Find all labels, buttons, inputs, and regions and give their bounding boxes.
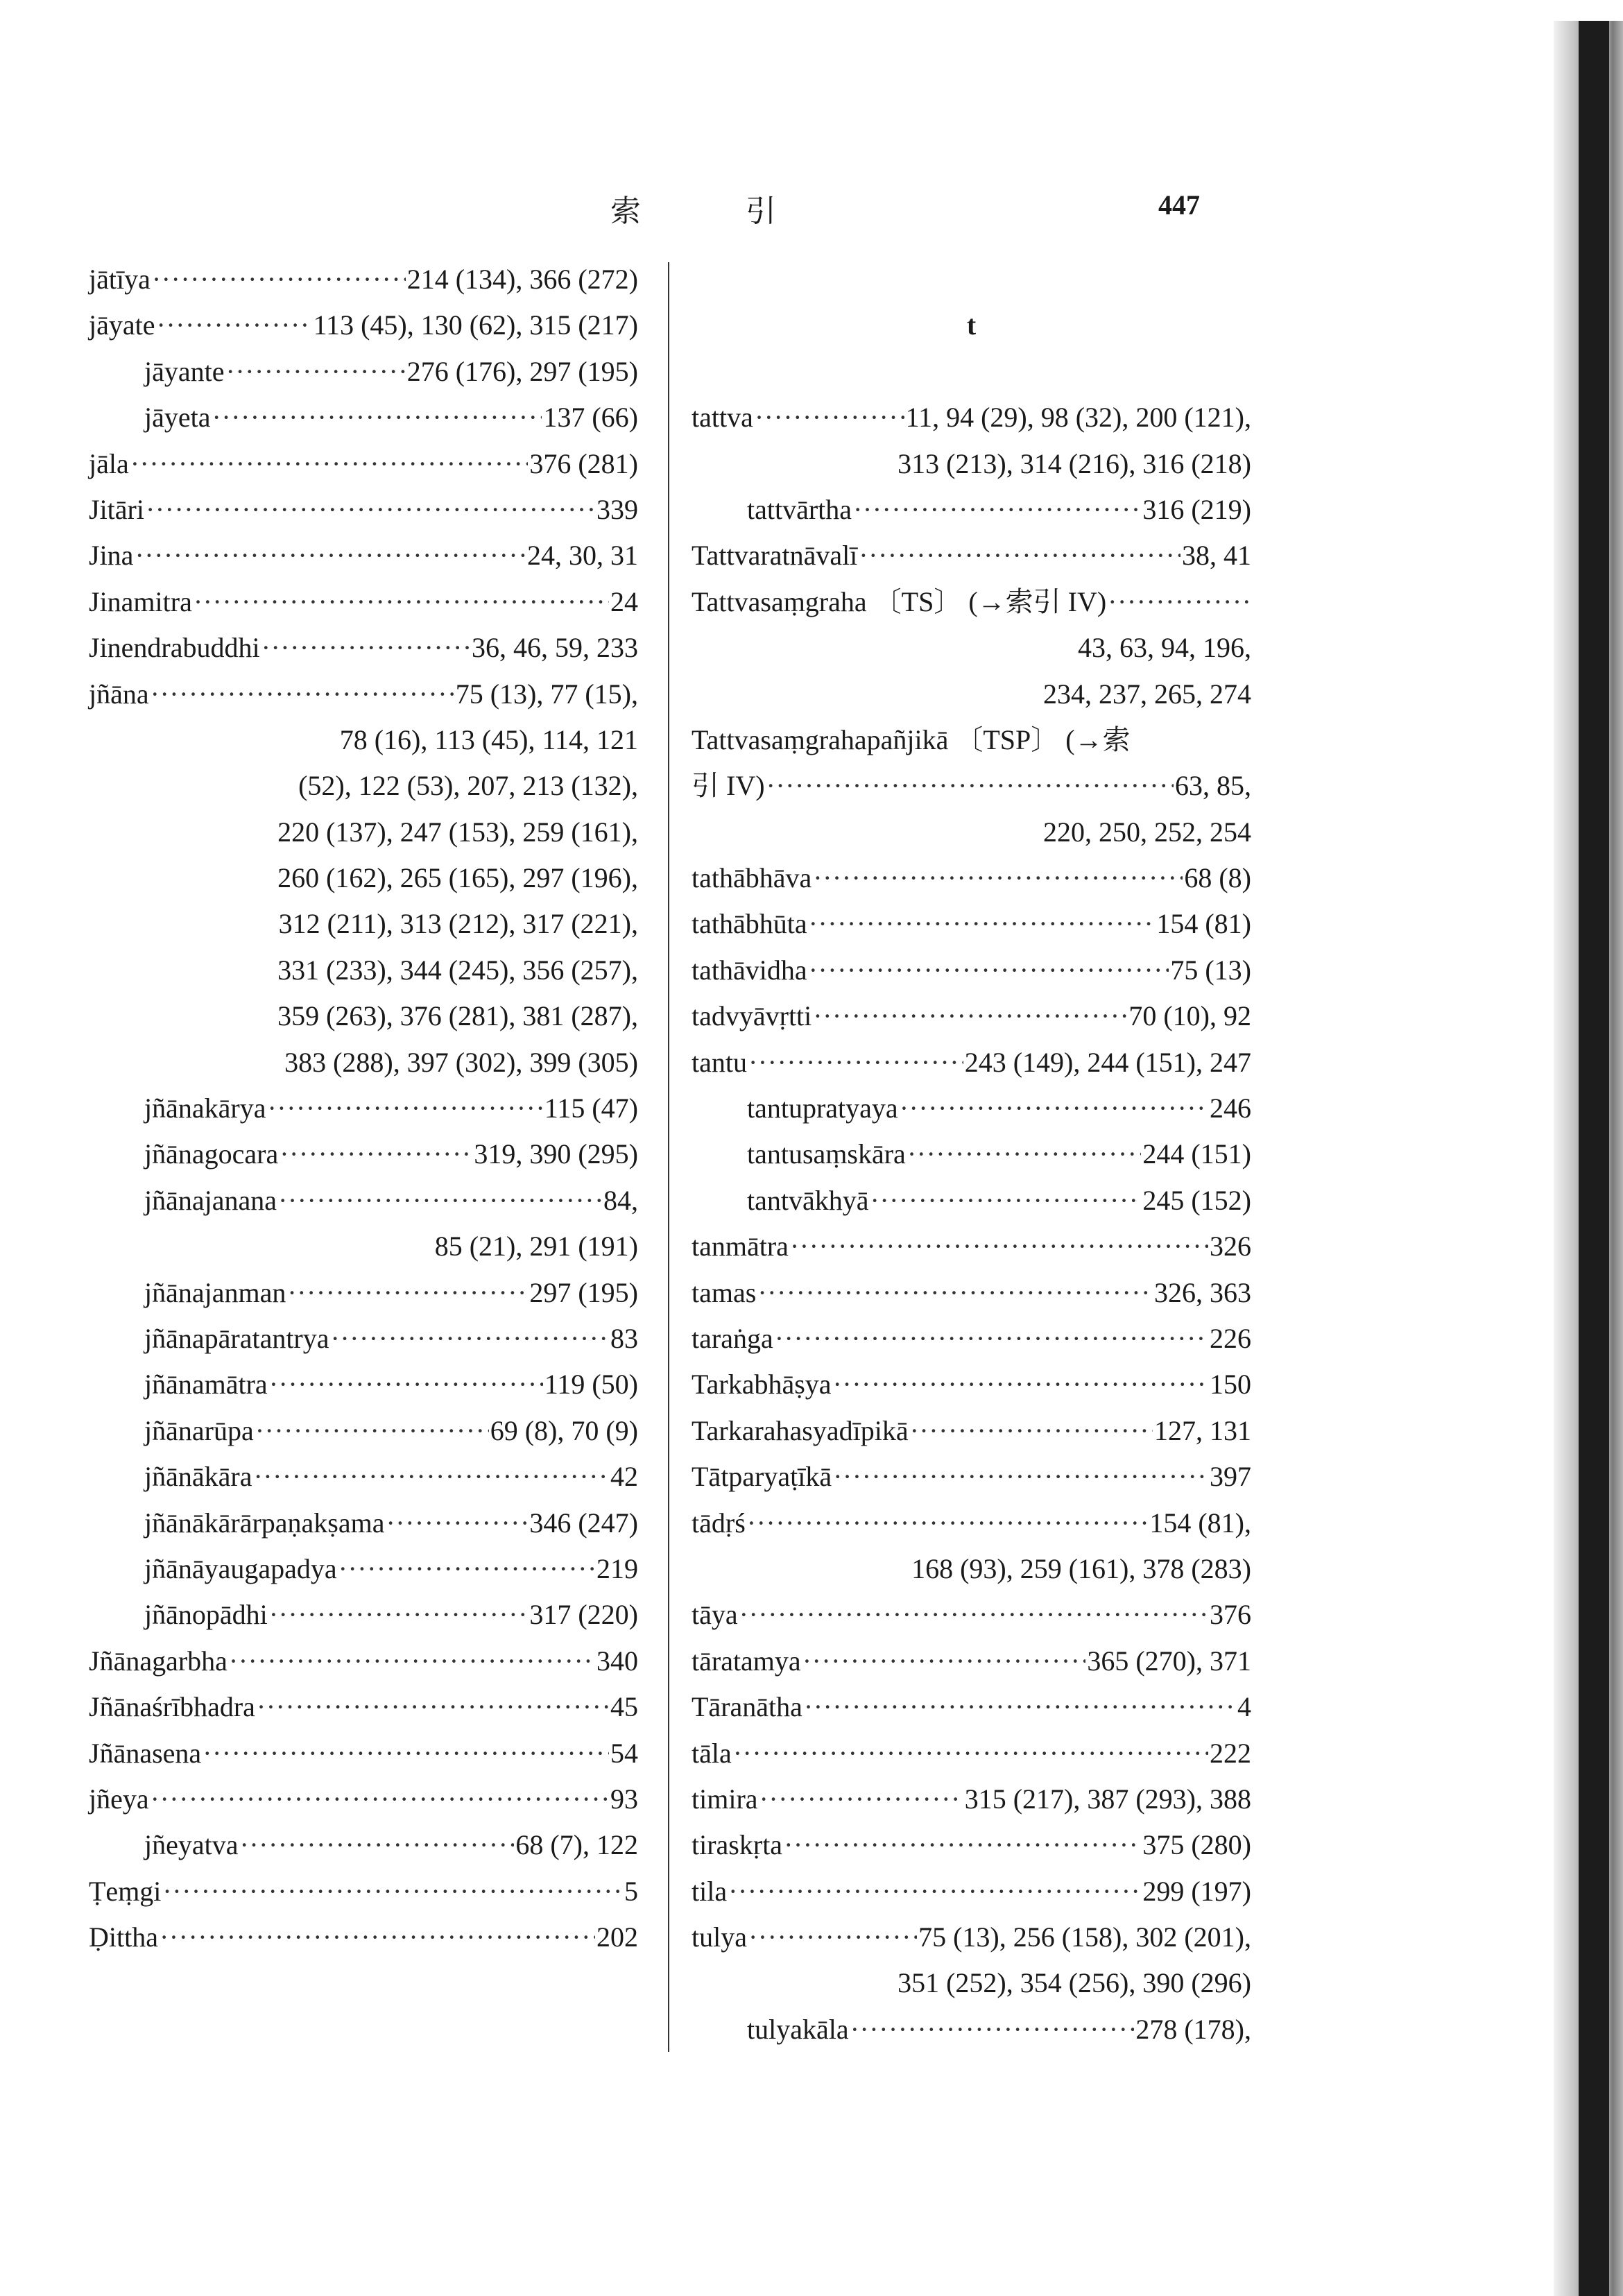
page-references: 45 — [610, 1691, 638, 1723]
index-entry — [89, 1684, 638, 1730]
dot-leader — [253, 1454, 609, 1500]
index-entry — [692, 1316, 1251, 1362]
index-entry — [692, 487, 1251, 533]
dot-leader — [850, 2007, 1135, 2053]
dot-leader — [766, 763, 1174, 809]
page-references: 63, 85, — [1175, 770, 1251, 802]
dot-leader — [267, 1086, 542, 1131]
index-term: tanmātra — [692, 1231, 789, 1262]
dot-leader — [194, 579, 609, 625]
page-references: 154 (81) — [1156, 908, 1251, 940]
dot-leader — [755, 395, 904, 440]
index-term: timira — [692, 1783, 758, 1815]
dot-leader — [280, 1131, 472, 1177]
page-references: 340 — [596, 1645, 638, 1677]
dot-leader — [255, 1408, 489, 1454]
index-entry — [89, 1178, 638, 1224]
page-references: 24, 30, 31 — [527, 540, 638, 572]
dot-leader — [802, 1638, 1086, 1684]
index-term: jāla — [89, 447, 129, 479]
index-entry — [692, 1500, 1251, 1546]
index-term: tāratamya — [692, 1645, 801, 1677]
index-term: tattva — [692, 402, 753, 434]
page-references: 154 (81), — [1149, 1507, 1251, 1539]
index-term: Jitāri — [89, 493, 144, 525]
page-references: 376 — [1210, 1599, 1251, 1631]
index-term: tadvyāvṛtti — [692, 1000, 812, 1032]
blank-line — [692, 349, 1251, 395]
index-entry — [692, 1776, 1251, 1822]
dot-leader — [757, 1270, 1153, 1316]
index-term: jñānamātra — [144, 1369, 268, 1400]
index-term: tantupratyaya — [747, 1093, 898, 1124]
index-term: Jina — [89, 540, 134, 572]
index-continuation: 312 (211), 313 (212), 317 (221), — [278, 908, 638, 940]
dot-leader — [152, 257, 406, 302]
dot-leader — [240, 1822, 515, 1868]
index-continuation: 85 (21), 291 (191) — [434, 1231, 638, 1262]
index-term: jñānajanana — [144, 1184, 277, 1216]
index-entry — [89, 1592, 638, 1638]
index-term: jñeya — [89, 1783, 149, 1815]
page-references: 299 (197) — [1142, 1875, 1251, 1907]
page-references: 244 (151) — [1142, 1138, 1251, 1170]
index-entry — [89, 1086, 638, 1131]
index-entry — [89, 1546, 638, 1592]
index-entry — [692, 1638, 1251, 1684]
index-term: jñānākāra — [144, 1461, 252, 1493]
index-entry — [692, 948, 1251, 993]
index-term: Tāranātha — [692, 1691, 802, 1723]
dot-leader — [728, 1869, 1141, 1914]
index-term: tantusaṃskāra — [747, 1138, 906, 1170]
page-references: 69 (8), 70 (9) — [490, 1414, 638, 1446]
index-term: Tarkabhāṣya — [692, 1369, 832, 1400]
dot-leader — [804, 1684, 1236, 1730]
index-term: jñānopādhi — [144, 1599, 268, 1631]
index-entry — [89, 1776, 638, 1822]
column-divider — [668, 262, 669, 2052]
page-references: 68 (8) — [1184, 862, 1251, 894]
index-entry — [89, 1408, 638, 1454]
page-references: 127, 131 — [1154, 1414, 1251, 1446]
page-references: 243 (149), 244 (151), 247 — [964, 1046, 1251, 1078]
index-term: tulyakāla — [747, 2013, 849, 2045]
index-entry — [89, 625, 638, 671]
index-continuation: 383 (288), 397 (302), 399 (305) — [284, 1046, 638, 1078]
index-term: 引 IV) — [692, 770, 765, 802]
index-entry — [89, 487, 638, 533]
index-entry — [692, 579, 1251, 625]
index-entry — [89, 1362, 638, 1407]
index-term: tathābhūta — [692, 908, 807, 940]
dot-leader — [162, 1869, 623, 1914]
dot-leader — [278, 1178, 602, 1224]
index-term: jñeyatva — [144, 1829, 239, 1861]
index-entry — [692, 1408, 1251, 1454]
dot-leader — [809, 901, 1156, 947]
blank-line — [692, 257, 1251, 302]
page-references: 93 — [610, 1783, 638, 1815]
index-term: Tarkarahasyadīpikā — [692, 1414, 909, 1446]
index-term: tathāvidha — [692, 954, 807, 986]
dot-leader — [151, 1776, 609, 1822]
dot-leader — [784, 1822, 1141, 1868]
index-term: jāyeta — [144, 402, 211, 434]
page-references: 137 (66) — [543, 402, 638, 434]
dot-leader — [759, 1776, 963, 1822]
index-term: Tattvasaṃgraha 〔TS〕 (→索引 IV) — [692, 585, 1107, 617]
index-term: tulya — [692, 1921, 747, 1953]
dot-leader — [900, 1086, 1208, 1131]
index-entry — [692, 1131, 1251, 1177]
index-entry — [692, 533, 1251, 579]
dot-leader — [257, 1684, 609, 1730]
index-term-line: Tattvasaṃgrahapañjikā 〔TSP〕 (→索 — [692, 723, 1131, 755]
index-term: tāla — [692, 1737, 732, 1769]
page-references: 5 — [624, 1875, 638, 1907]
index-term: tattvārtha — [747, 493, 852, 525]
dot-leader — [747, 1500, 1149, 1546]
index-term: Jñānagarbha — [89, 1645, 227, 1677]
index-term: Tātparyaṭīkā — [692, 1461, 832, 1493]
index-continuation: 331 (233), 344 (245), 356 (257), — [277, 954, 638, 986]
page-references: 75 (13), 256 (158), 302 (201), — [918, 1921, 1251, 1953]
page-title: 索 引 — [610, 194, 825, 228]
page-references: 68 (7), 122 — [515, 1829, 638, 1861]
index-entry — [692, 1362, 1251, 1407]
page-references: 115 (47) — [544, 1093, 638, 1124]
page-references: 24 — [610, 585, 638, 617]
index-entry — [692, 1086, 1251, 1131]
index-continuation: 234, 237, 265, 274 — [1043, 678, 1251, 710]
dot-leader — [1108, 579, 1250, 625]
page-references: 376 (281) — [529, 447, 638, 479]
dot-leader — [331, 1316, 609, 1362]
page-references: 38, 41 — [1182, 540, 1251, 572]
index-entry — [89, 1822, 638, 1868]
index-term: taraṅga — [692, 1322, 773, 1354]
page-references: 278 (178), — [1135, 2013, 1251, 2045]
dot-leader — [226, 349, 406, 395]
index-continuation: (52), 122 (53), 207, 213 (132), — [298, 770, 638, 802]
index-continuation: 220, 250, 252, 254 — [1043, 816, 1251, 848]
page-references: 83 — [610, 1322, 638, 1354]
index-entry — [89, 1638, 638, 1684]
index-term: tiraskṛta — [692, 1829, 783, 1861]
index-term: jñāna — [89, 678, 149, 710]
page-references: 84, — [603, 1184, 638, 1216]
index-entry — [692, 1178, 1251, 1224]
dot-leader — [203, 1731, 609, 1776]
page-references: 339 — [596, 493, 638, 525]
index-entry — [692, 2007, 1251, 2053]
page-references: 245 (152) — [1142, 1184, 1251, 1216]
index-term: tamas — [692, 1276, 757, 1308]
section-letter: t — [966, 309, 977, 341]
page-references: 319, 390 (295) — [474, 1138, 638, 1170]
index-entry — [89, 671, 638, 717]
index-entry — [692, 1869, 1251, 1914]
dot-leader — [813, 855, 1183, 901]
index-entry — [89, 1500, 638, 1546]
index-entry — [692, 763, 1251, 809]
index-entry — [692, 1684, 1251, 1730]
page-references: 276 (176), 297 (195) — [406, 355, 638, 387]
dot-leader — [775, 1316, 1208, 1362]
page-references: 119 (50) — [544, 1369, 638, 1400]
index-entry — [692, 1822, 1251, 1868]
page-header — [0, 186, 1623, 234]
page-references: 36, 46, 59, 233 — [472, 632, 638, 664]
dot-leader — [130, 441, 529, 487]
index-entry — [692, 1270, 1251, 1316]
dot-leader — [229, 1638, 595, 1684]
index-entry — [89, 441, 638, 487]
index-entry — [89, 1869, 638, 1914]
page-references: 397 — [1210, 1461, 1251, 1493]
scan-edge-dark-band — [1579, 21, 1609, 2296]
page-references: 75 (13), 77 (15), — [455, 678, 638, 710]
page-references: 202 — [596, 1921, 638, 1953]
index-entry — [692, 395, 1251, 440]
index-term: Ḍittha — [89, 1921, 158, 1953]
index-continuation: 351 (252), 354 (256), 390 (296) — [898, 1967, 1251, 1999]
index-entry — [89, 579, 638, 625]
dot-leader — [833, 1362, 1208, 1407]
dot-leader — [269, 1592, 529, 1638]
index-entry — [89, 1454, 638, 1500]
index-term: jñānagocara — [144, 1138, 279, 1170]
dot-leader — [386, 1500, 528, 1546]
page-references: 365 (270), 371 — [1087, 1645, 1251, 1677]
index-term: Jñānasena — [89, 1737, 202, 1769]
page-references: 316 (219) — [1142, 493, 1251, 525]
index-continuation: 43, 63, 94, 196, — [1078, 632, 1251, 664]
dot-leader — [809, 948, 1169, 993]
dot-leader — [287, 1270, 528, 1316]
dot-leader — [870, 1178, 1142, 1224]
index-entry — [89, 1270, 638, 1316]
index-column-right — [692, 257, 1251, 2053]
index-term: jātīya — [89, 264, 151, 295]
index-term: tantu — [692, 1046, 747, 1078]
page-references: 11, 94 (29), 98 (32), 200 (121), — [905, 402, 1251, 434]
dot-leader — [212, 395, 542, 440]
index-term: tāya — [692, 1599, 738, 1631]
index-term: Jñānaśrībhadra — [89, 1691, 255, 1723]
index-entry — [692, 1592, 1251, 1638]
index-entry — [89, 1731, 638, 1776]
index-term: jāyate — [89, 309, 155, 341]
index-term: tila — [692, 1875, 728, 1907]
dot-leader — [160, 1914, 595, 1960]
index-entry — [692, 1454, 1251, 1500]
page-references: 315 (217), 387 (293), 388 — [964, 1783, 1251, 1815]
page-references: 326, 363 — [1154, 1276, 1251, 1308]
page-references: 75 (13) — [1170, 954, 1251, 986]
dot-leader — [907, 1131, 1142, 1177]
index-entry — [692, 855, 1251, 901]
page-references: 297 (195) — [529, 1276, 638, 1308]
dot-leader — [146, 487, 595, 533]
index-entry — [692, 901, 1251, 947]
page-references: 246 — [1210, 1093, 1251, 1124]
index-entry — [89, 1914, 638, 1960]
dot-leader — [733, 1731, 1208, 1776]
index-term: Jinendrabuddhi — [89, 632, 260, 664]
index-entry — [89, 349, 638, 395]
page-references: 226 — [1210, 1322, 1251, 1354]
dot-leader — [859, 533, 1180, 579]
page-references: 222 — [1210, 1737, 1251, 1769]
page-references: 113 (45), 130 (62), 315 (217) — [313, 309, 638, 341]
page-references: 42 — [610, 1461, 638, 1493]
index-term: Jinamitra — [89, 585, 192, 617]
index-entry — [89, 533, 638, 579]
index-entry — [89, 1316, 638, 1362]
index-entry — [89, 1131, 638, 1177]
page-references: 150 — [1210, 1369, 1251, 1400]
index-entry — [89, 395, 638, 440]
index-term: jñānakārya — [144, 1093, 266, 1124]
dot-leader — [813, 993, 1127, 1039]
index-entry — [692, 1040, 1251, 1086]
dot-leader — [269, 1362, 543, 1407]
index-term: jāyante — [144, 355, 225, 387]
dot-leader — [853, 487, 1141, 533]
index-term: jñānapāratantrya — [144, 1322, 329, 1354]
dot-leader — [910, 1408, 1153, 1454]
index-term: jñānarūpa — [144, 1414, 254, 1446]
page-references: 54 — [610, 1737, 638, 1769]
index-term: jñānākārārpaṇakṣama — [144, 1507, 385, 1539]
index-entry — [89, 302, 638, 348]
index-continuation: 359 (263), 376 (281), 381 (287), — [277, 1000, 638, 1032]
page-references: 375 (280) — [1142, 1829, 1251, 1861]
index-entry — [692, 1914, 1251, 1960]
page-references: 70 (10), 92 — [1128, 1000, 1251, 1032]
page-references: 346 (247) — [529, 1507, 638, 1539]
index-entry — [692, 1731, 1251, 1776]
index-term: tādṛś — [692, 1507, 746, 1539]
index-term: jñānāyaugapadya — [144, 1552, 337, 1584]
index-entry — [692, 993, 1251, 1039]
page-number: 447 — [1158, 189, 1200, 221]
dot-leader — [157, 302, 312, 348]
index-term: jñānajanman — [144, 1276, 286, 1308]
dot-leader — [338, 1546, 595, 1592]
index-term: tantvākhyā — [747, 1184, 869, 1216]
dot-leader — [261, 625, 470, 671]
dot-leader — [748, 1914, 917, 1960]
page-references: 4 — [1237, 1691, 1251, 1723]
dot-leader — [151, 671, 454, 717]
dot-leader — [135, 533, 526, 579]
index-continuation: 220 (137), 247 (153), 259 (161), — [277, 816, 638, 848]
index-term: tathābhāva — [692, 862, 812, 894]
index-term: Ṭeṃgi — [89, 1875, 162, 1907]
page-references: 326 — [1210, 1231, 1251, 1262]
page-references: 317 (220) — [529, 1599, 638, 1631]
index-continuation: 260 (162), 265 (165), 297 (196), — [277, 862, 638, 894]
dot-leader — [790, 1224, 1208, 1269]
index-column-left — [89, 257, 638, 1960]
dot-leader — [833, 1454, 1208, 1500]
index-continuation: 168 (93), 259 (161), 378 (283) — [911, 1552, 1251, 1584]
index-entry — [692, 1224, 1251, 1269]
index-term: Tattvaratnāvalī — [692, 540, 858, 572]
dot-leader — [748, 1040, 963, 1086]
page-references: 219 — [596, 1552, 638, 1584]
index-continuation: 78 (16), 113 (45), 114, 121 — [339, 723, 638, 755]
index-entry — [89, 257, 638, 302]
dot-leader — [739, 1592, 1208, 1638]
page-references: 214 (134), 366 (272) — [406, 264, 638, 295]
index-continuation: 313 (213), 314 (216), 316 (218) — [898, 447, 1251, 479]
